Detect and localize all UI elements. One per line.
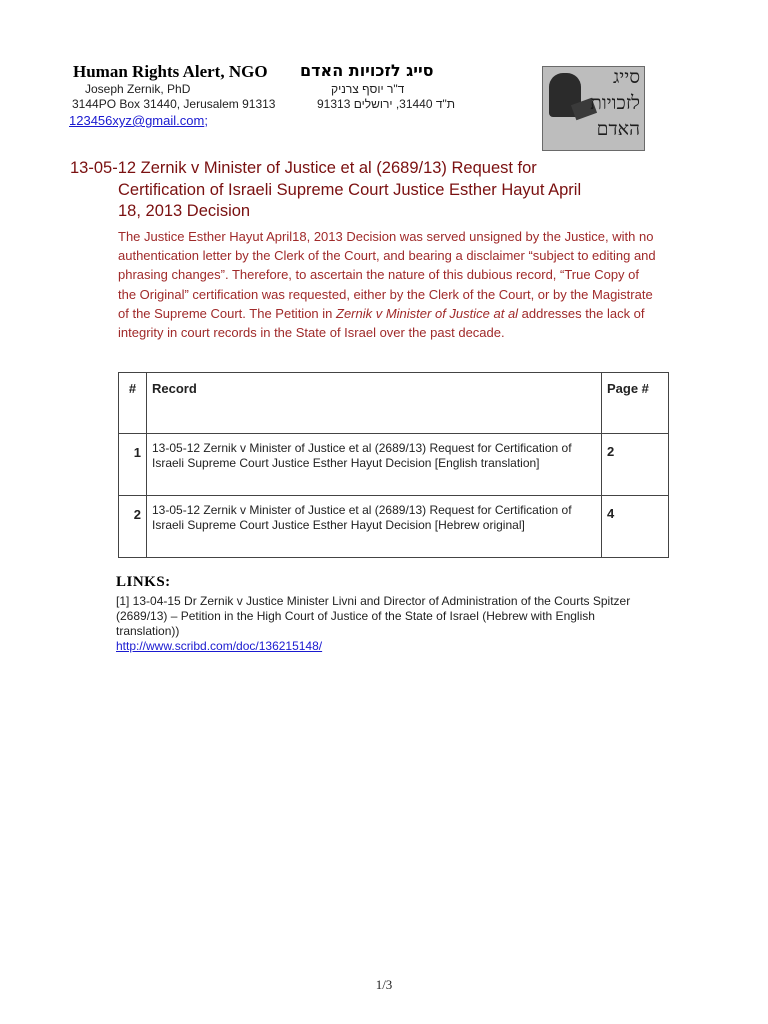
page-number: 1/3 (375, 977, 393, 992)
org-name-hebrew: סייג לזכויות האדם (300, 61, 434, 80)
row-page: 4 (602, 496, 669, 558)
logo-text-line-2: לזכויות (590, 92, 640, 114)
row-num: 1 (119, 434, 147, 496)
table-header-row (119, 373, 669, 434)
col-header-record: Record (147, 373, 602, 434)
link-item-url[interactable]: http://www.scribd.com/doc/136215148/ (116, 639, 323, 653)
table-row (119, 496, 669, 558)
summary-text-b: addresses the lack of integrity in court records in the State of Israel over the past decade. (118, 305, 645, 341)
org-logo (542, 66, 645, 151)
row-record: 13-05-12 Zernik v Minister of Justice et al (2689/13) Request for Certification of Israeli Supreme Court Justice Esther Hayut Decision [English translation] (147, 434, 602, 496)
address-hebrew: ת"ד 31440, ירושלים 91313 (317, 97, 456, 111)
title-line-1: 13-05-12 Zernik v Minister of Justice et al (2689/13) Request for (70, 159, 537, 177)
col-header-num: # (119, 373, 147, 434)
document-title (70, 158, 640, 223)
records-table (118, 372, 669, 558)
summary-text-a: The Justice Esther Hayut April18, 2013 Decision was served unsigned by the Justice, with no authentication letter by the Clerk of the Court, and bearing a disclaimer “subject to editing and phrasing changes”. Therefore, to ascertain the nature of this dubious record, “True Copy of the Original” certification was requested, either by the Clerk of the Court, or by the Magistrate of the Supreme Court. The Petition in (118, 229, 656, 321)
row-record: 13-05-12 Zernik v Minister of Justice et al (2689/13) Request for Certification of Israeli Supreme Court Justice Esther Hayut Decision [Hebrew original] (147, 496, 602, 558)
email-link[interactable]: 123456xyz@gmail.com (69, 113, 205, 128)
org-name: Human Rights Alert, NGO (73, 62, 268, 81)
email-suffix: ; (204, 113, 208, 128)
table-row (119, 434, 669, 496)
row-num: 2 (119, 496, 147, 558)
logo-text-line-1: סייג (612, 66, 640, 88)
col-header-page: Page # (602, 373, 669, 434)
summary-italic-case-name: Zernik v Minister of Justice at al (336, 305, 519, 321)
link-item-description: [1] 13-04-15 Dr Zernik v Justice Minister Livni and Director of Administration of the Courts Spitzer (2689/13) – Petition in the High Court of Justice of the State of Israel (Hebrew with English translation)) (116, 594, 631, 639)
logo-text-line-3: האדם (596, 118, 640, 140)
summary-paragraph (118, 227, 658, 342)
link-item-url-wrap (116, 639, 322, 653)
person-name: Joseph Zernik, PhD (85, 82, 191, 96)
title-line-2: Certification of Israeli Supreme Court Justice Esther Hayut April (118, 180, 582, 199)
title-line-3: 18, 2013 Decision (118, 202, 251, 220)
links-heading: LINKS: (116, 574, 171, 590)
address: 3144PO Box 31440, Jerusalem 91313 (72, 97, 276, 111)
email-line (69, 113, 208, 128)
row-page: 2 (602, 434, 669, 496)
person-name-hebrew: ד"ר יוסף צרניק (331, 82, 405, 96)
